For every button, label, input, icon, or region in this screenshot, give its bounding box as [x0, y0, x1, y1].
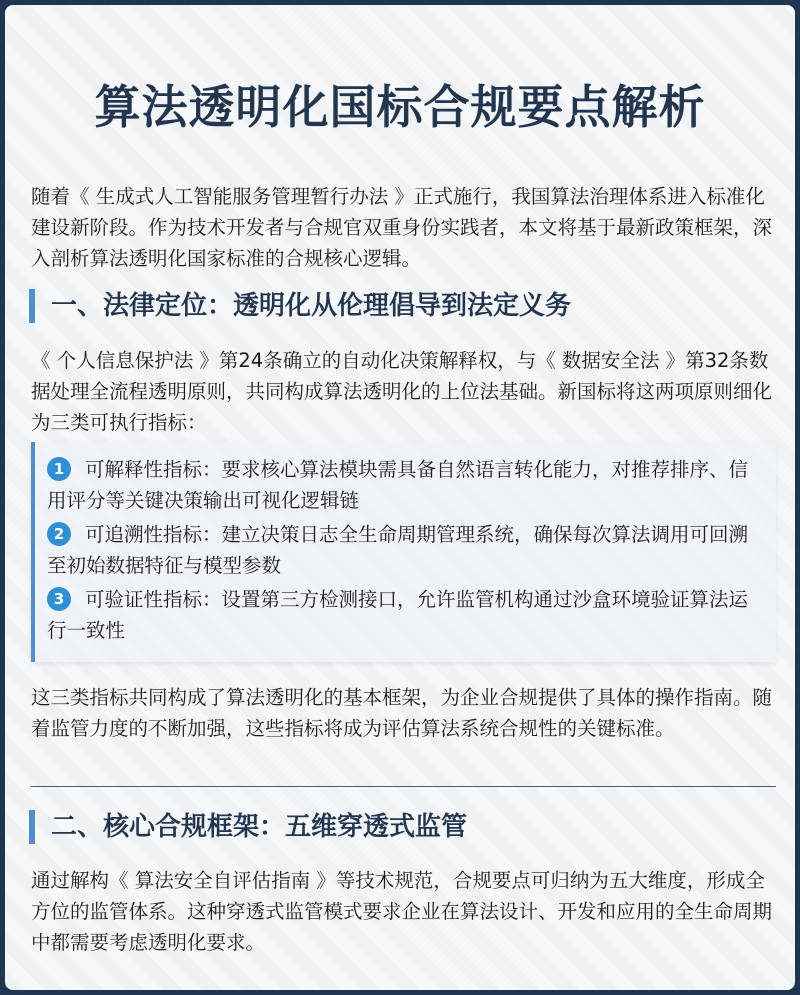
number-badge: 1 — [47, 457, 71, 481]
section-1-heading: 一、法律定位：透明化从伦理倡导到法定义务 — [29, 289, 571, 323]
article-card — [3, 3, 797, 992]
section-1-paragraph: 《 个人信息保护法 》第24条确立的自动化决策解释权，与《 数据安全法 》第32条数据处理全流程透明原则，共同构成算法透明化的上位法基础。新国标将这两项原则细化为三类可执行指标： — [31, 349, 773, 434]
list-item-text: 可验证性指标：设置第三方检测接口，允许监管机构通过沙盒环境验证算法运行一致性 — [47, 588, 749, 642]
indicator-list — [31, 442, 776, 662]
section-2-paragraph: 通过解构《 算法安全自评估指南 》等技术规范，合规要点可归纳为五大维度，形成全方位的监管体系。这种穿透式监管模式要求企业在算法设计、开发和应用的全生命周期中都需要考虑透明化要求。 — [31, 869, 773, 954]
number-badge: 3 — [47, 587, 71, 611]
list-item — [47, 584, 767, 646]
list-item — [47, 454, 767, 516]
section-2-heading: 二、核心合规框架：五维穿透式监管 — [29, 810, 467, 844]
page-title: 算法透明化国标合规要点解析 — [94, 80, 706, 134]
list-item-text: 可追溯性指标：建立决策日志全生命周期管理系统，确保每次算法调用可回溯至初始数据特征与模型参数 — [47, 523, 749, 577]
list-item — [47, 519, 767, 581]
section-divider — [31, 786, 776, 787]
section-1-summary: 这三类指标共同构成了算法透明化的基本框架，为企业合规提供了具体的操作指南。随着监管力度的不断加强，这些指标将成为评估算法系统合规性的关键标准。 — [31, 686, 773, 740]
number-badge: 2 — [47, 522, 71, 546]
intro-paragraph: 随着《 生成式人工智能服务管理暂行办法 》正式施行，我国算法治理体系进入标准化建设新阶段。作为技术开发者与合规官双重身份实践者，本文将基于最新政策框架，深入剖析算法透明化国家标准的合规核心逻辑。 — [31, 185, 773, 270]
list-item-text: 可解释性指标：要求核心算法模块需具备自然语言转化能力，对推荐排序、信用评分等关键决策输出可视化逻辑链 — [47, 458, 749, 512]
